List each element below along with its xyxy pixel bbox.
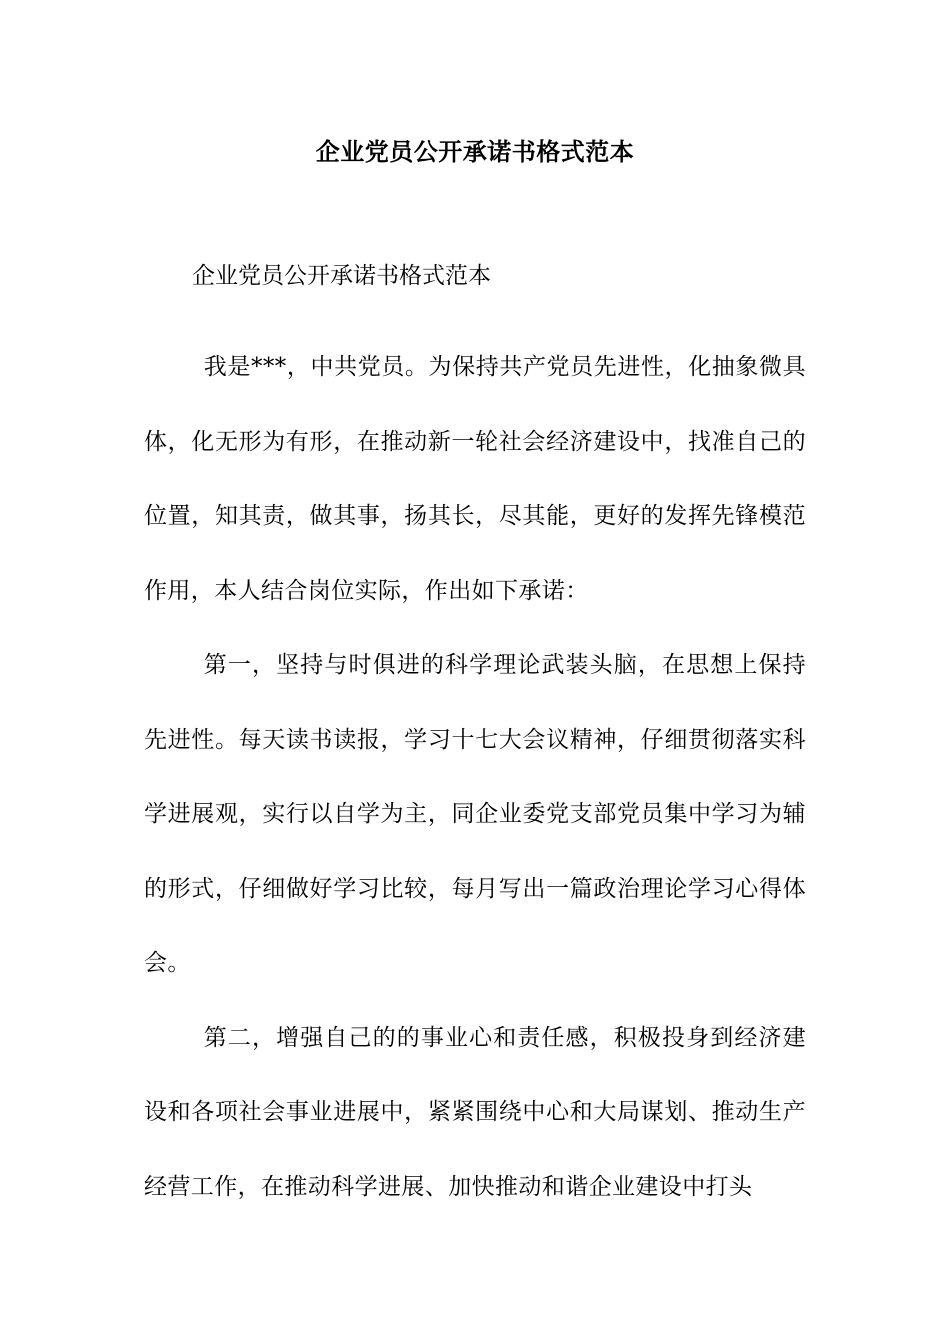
paragraph-first: 第一，坚持与时俱进的科学理论武装头脑，在思想上保持先进性。每天读书读报，学习十七大会议精神，仔细贯彻落实科学进展观，实行以自学为主，同企业委党支部党员集中学习为辅的形式，仔细做好学习比较，每月写出一篇政治理论学习心得体会。 (144, 652, 806, 976)
paragraph-intro: 我是***，中共党员。为保持共产党员先进性，化抽象微具体，化无形为有形，在推动新一轮社会经济建设中，找准自己的位置，知其责，做其事，扬其长，尽其能，更好的发挥先锋模范作用，本人结合岗位实际，作出如下承诺： (144, 354, 806, 604)
document-body (144, 330, 806, 1224)
document-title: 企业党员公开承诺书格式范本 (315, 137, 635, 166)
paragraph-second: 第二，增强自己的的事业心和责任感，积极投身到经济建设和各项社会事业进展中，紧紧围绕中心和大局谋划、推动生产经营工作，在推动科学进展、加快推动和谐企业建设中打头 (144, 1024, 806, 1200)
document-subtitle: 企业党员公开承诺书格式范本 (192, 263, 491, 289)
